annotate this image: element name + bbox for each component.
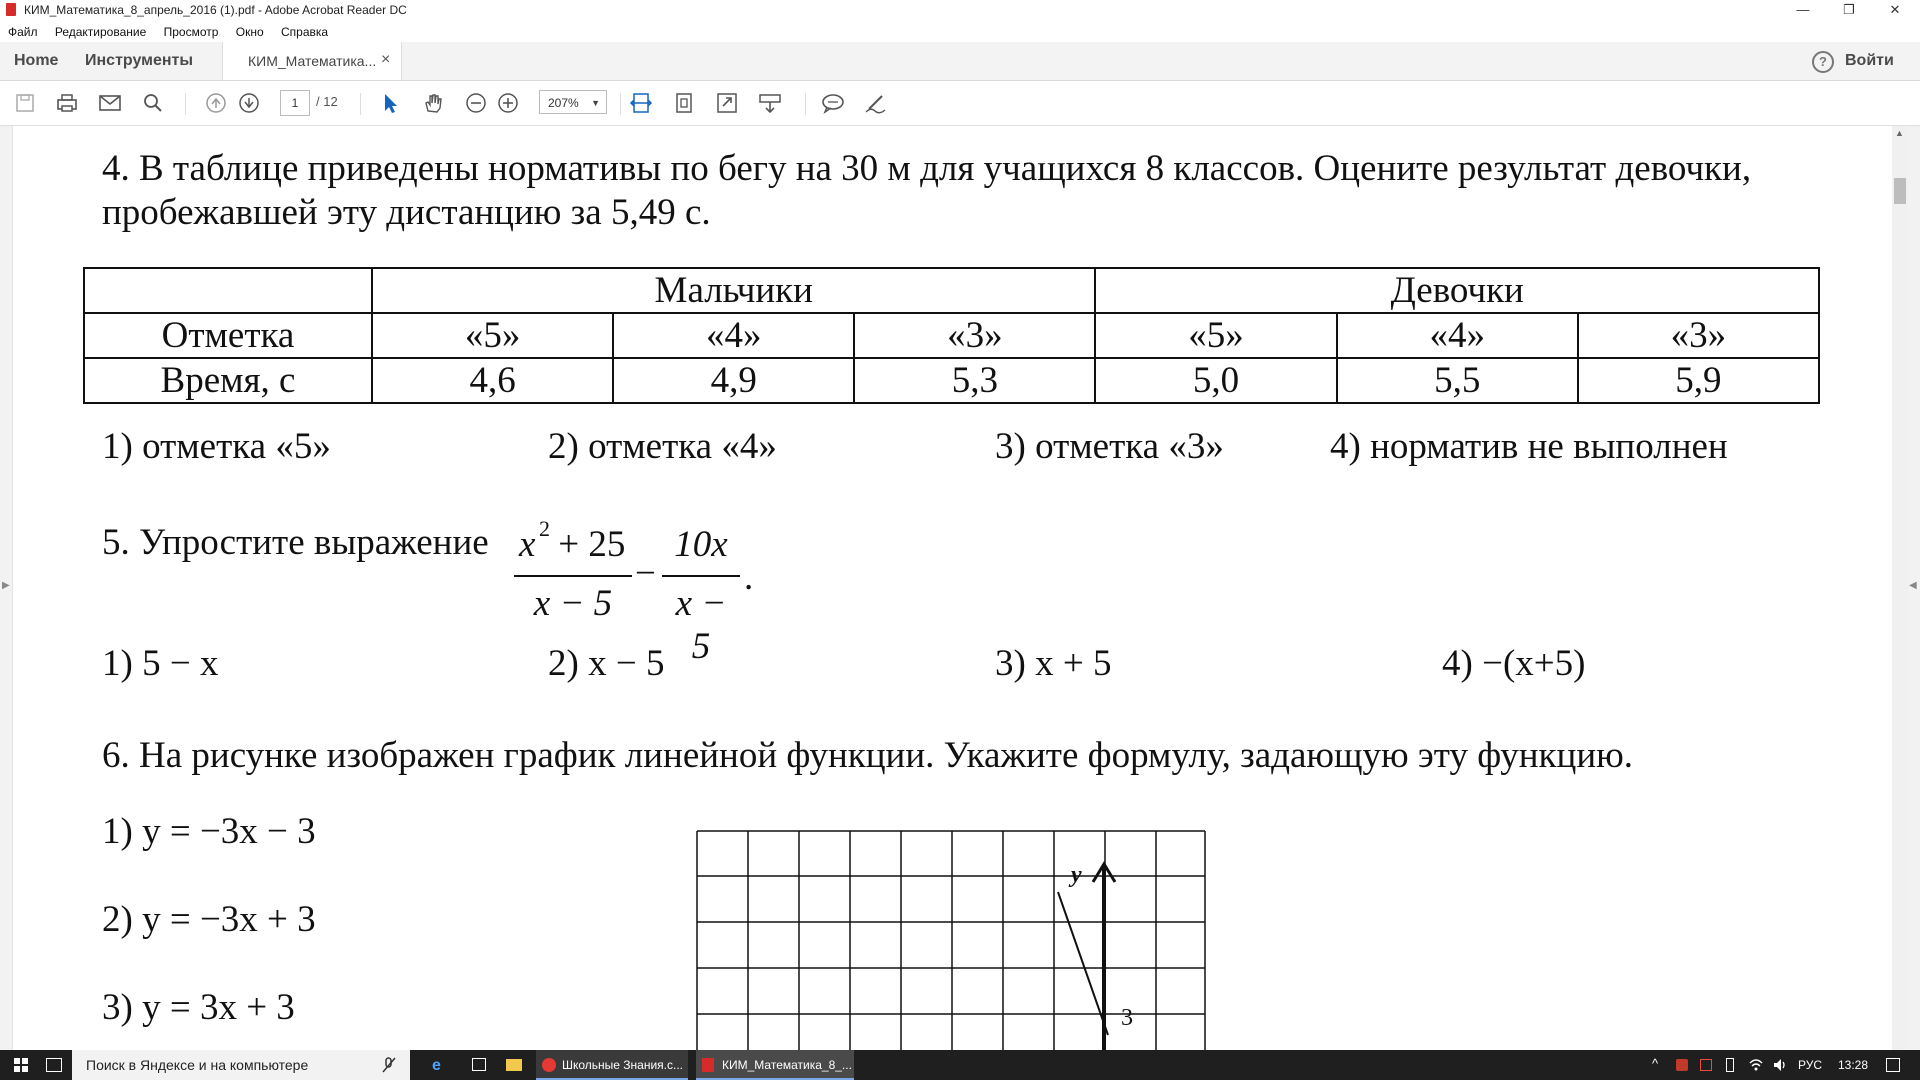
yandex-icon	[542, 1058, 556, 1072]
hand-icon[interactable]	[420, 91, 446, 115]
menu-bar	[0, 22, 334, 42]
q5-answer-1: 1) 5 − x	[102, 643, 219, 684]
page-number-input[interactable]: 1	[280, 90, 310, 116]
scrollbar-thumb[interactable]	[1894, 178, 1906, 204]
explorer-icon[interactable]	[506, 1059, 522, 1071]
norms-table	[83, 267, 1820, 404]
tick-label: 3	[1121, 1005, 1133, 1031]
windows-start-icon[interactable]	[14, 1058, 28, 1072]
sign-icon[interactable]	[863, 91, 889, 115]
q4-answer-1: 1) отметка «5»	[102, 426, 331, 467]
taskbar-app-label: КИМ_Математика_8_...	[722, 1058, 852, 1072]
volume-icon[interactable]	[1772, 1057, 1788, 1073]
fraction1-bar	[514, 575, 632, 577]
ie-icon[interactable]: e	[432, 1057, 441, 1074]
fraction2-numerator: 10x	[674, 524, 728, 565]
table-row-label: Отметка	[84, 313, 372, 358]
table-cell: «3»	[1578, 313, 1819, 358]
toolbar-divider	[620, 93, 621, 115]
q4-text-line1: 4. В таблице приведены нормативы по бегу на 30 м для учащихся 8 классов. Оцените результат девочки,	[102, 148, 1752, 189]
menu-edit[interactable]: Редактирование	[54, 25, 147, 39]
store-icon[interactable]	[472, 1058, 486, 1071]
q6-text: 6. На рисунке изображен график линейной функции. Укажите формулу, задающую эту функцию.	[102, 735, 1634, 776]
tab-document[interactable]	[222, 42, 402, 80]
fit-page-icon[interactable]	[671, 91, 697, 115]
table-header-girls: Девочки	[1095, 268, 1819, 313]
table-cell: 4,6	[372, 358, 613, 403]
fraction2-denominator: x − 5	[675, 583, 727, 667]
zoom-select[interactable]	[539, 90, 607, 114]
q4-answer-2: 2) отметка «4»	[548, 426, 777, 467]
fraction2-bar	[662, 575, 740, 577]
q5-answer-3: 3) x + 5	[995, 643, 1112, 684]
q5-answer-2: 2) x − 5	[548, 643, 665, 684]
battery-icon[interactable]	[1726, 1058, 1734, 1072]
close-button[interactable]: ✕	[1889, 2, 1901, 17]
wifi-icon[interactable]	[1748, 1057, 1764, 1073]
q6-answer-1: 1) y = −3x − 3	[102, 811, 316, 852]
pdf-app-icon	[6, 3, 16, 16]
table-cell: «4»	[1337, 313, 1578, 358]
table-cell: 5,9	[1578, 358, 1819, 403]
save-icon[interactable]	[12, 91, 38, 115]
chevron-up-icon[interactable]: ^	[1652, 1056, 1659, 1071]
table-cell: 5,0	[1095, 358, 1336, 403]
notifications-icon[interactable]	[1886, 1058, 1900, 1072]
signin-button[interactable]: Войти	[1845, 52, 1894, 69]
q5-prefix: 5. Упростите выражение	[102, 522, 489, 563]
toolbar-divider	[805, 93, 806, 115]
table-cell: 4,9	[613, 358, 854, 403]
tab-tools[interactable]: Инструменты	[85, 52, 194, 69]
task-view-icon[interactable]	[46, 1058, 62, 1072]
clock[interactable]: 13:28	[1838, 1058, 1869, 1072]
zoom-in-icon[interactable]	[495, 91, 521, 115]
q6-answer-2: 2) y = −3x + 3	[102, 899, 316, 940]
table-cell: «5»	[1095, 313, 1336, 358]
microphone-icon[interactable]	[380, 1056, 398, 1074]
q5-answer-4: 4) −(x+5)	[1442, 643, 1586, 684]
taskbar-app-yandex[interactable]	[536, 1050, 688, 1080]
zoom-out-icon[interactable]	[463, 91, 489, 115]
menu-view[interactable]: Просмотр	[163, 25, 219, 39]
title-bar	[0, 0, 1920, 20]
help-icon[interactable]: ?	[1812, 51, 1834, 73]
table-row-label: Время, с	[84, 358, 372, 403]
taskbar-search-input[interactable]	[72, 1050, 410, 1080]
table-cell: 5,3	[854, 358, 1095, 403]
tab-document-label: КИМ_Математика...	[248, 53, 377, 69]
mail-icon[interactable]	[97, 91, 123, 115]
table-cell: «3»	[854, 313, 1095, 358]
menu-help[interactable]: Справка	[281, 25, 329, 39]
toolbar	[0, 81, 1920, 126]
menu-file[interactable]: Файл	[8, 25, 38, 39]
expand-left-icon: ▶	[2, 580, 10, 591]
print-icon[interactable]	[54, 91, 80, 115]
table-cell-empty	[84, 268, 372, 313]
tab-bar	[0, 42, 1920, 81]
q4-answer-3: 3) отметка «3»	[995, 426, 1224, 467]
taskbar-app-label: Школьные Знания.с...	[562, 1058, 684, 1072]
page-down-icon[interactable]	[236, 91, 262, 115]
table-header-boys: Мальчики	[372, 268, 1095, 313]
period: .	[744, 557, 754, 598]
fraction1-denominator: x − 5	[533, 583, 613, 624]
q6-answer-3: 3) y = 3x + 3	[102, 987, 295, 1028]
language-indicator[interactable]: РУС	[1798, 1058, 1823, 1072]
left-panel-toggle[interactable]	[0, 126, 13, 1050]
tab-close-icon[interactable]: ×	[381, 51, 391, 68]
read-mode-icon[interactable]	[757, 91, 783, 115]
var-x: x	[519, 524, 536, 565]
minus-sign: −	[635, 553, 656, 594]
fit-width-icon[interactable]	[628, 91, 654, 115]
comment-icon[interactable]	[820, 91, 846, 115]
fullscreen-icon[interactable]	[714, 91, 740, 115]
table-cell: 5,5	[1337, 358, 1578, 403]
exponent: 2	[539, 516, 550, 541]
chevron-down-icon: ▼	[591, 98, 600, 108]
table-cell: «4»	[613, 313, 854, 358]
search-placeholder: Поиск в Яндексе и на компьютере	[86, 1057, 309, 1073]
restore-button[interactable]: ❐	[1843, 2, 1855, 17]
document-viewport[interactable]	[0, 126, 1920, 1050]
taskbar-app-acrobat[interactable]	[696, 1050, 854, 1080]
page-up-icon[interactable]	[203, 91, 229, 115]
tab-home[interactable]: Home	[14, 52, 59, 69]
select-icon[interactable]	[377, 91, 403, 115]
tray-app-icon[interactable]	[1676, 1059, 1688, 1071]
y-axis-label: y	[1071, 862, 1082, 888]
window-title: КИМ_Математика_8_апрель_2016 (1).pdf - Adobe Acrobat Reader DC	[24, 3, 407, 17]
taskbar	[0, 1050, 1920, 1080]
page-total: / 12	[316, 94, 338, 109]
search-icon[interactable]	[140, 91, 166, 115]
q4-answer-4: 4) норматив не выполнен	[1330, 426, 1728, 467]
toolbar-divider	[360, 93, 361, 115]
right-panel-toggle[interactable]	[1908, 126, 1920, 1050]
q4-text-line2: пробежавшей эту дистанцию за 5,49 с.	[102, 192, 711, 233]
minimize-button[interactable]: —	[1796, 2, 1810, 17]
menu-window[interactable]: Окно	[235, 25, 264, 39]
scroll-up-icon[interactable]: ▲	[1895, 128, 1904, 138]
function-graph	[696, 830, 1206, 1050]
expand-right-icon: ◀	[1909, 580, 1917, 591]
num-rest: + 25	[549, 524, 626, 565]
acrobat-icon	[702, 1058, 714, 1072]
toolbar-divider	[185, 93, 186, 115]
tray-antivirus-icon[interactable]	[1700, 1059, 1712, 1071]
table-cell: «5»	[372, 313, 613, 358]
zoom-value: 207%	[548, 96, 579, 110]
vertical-scrollbar[interactable]	[1892, 126, 1908, 1050]
